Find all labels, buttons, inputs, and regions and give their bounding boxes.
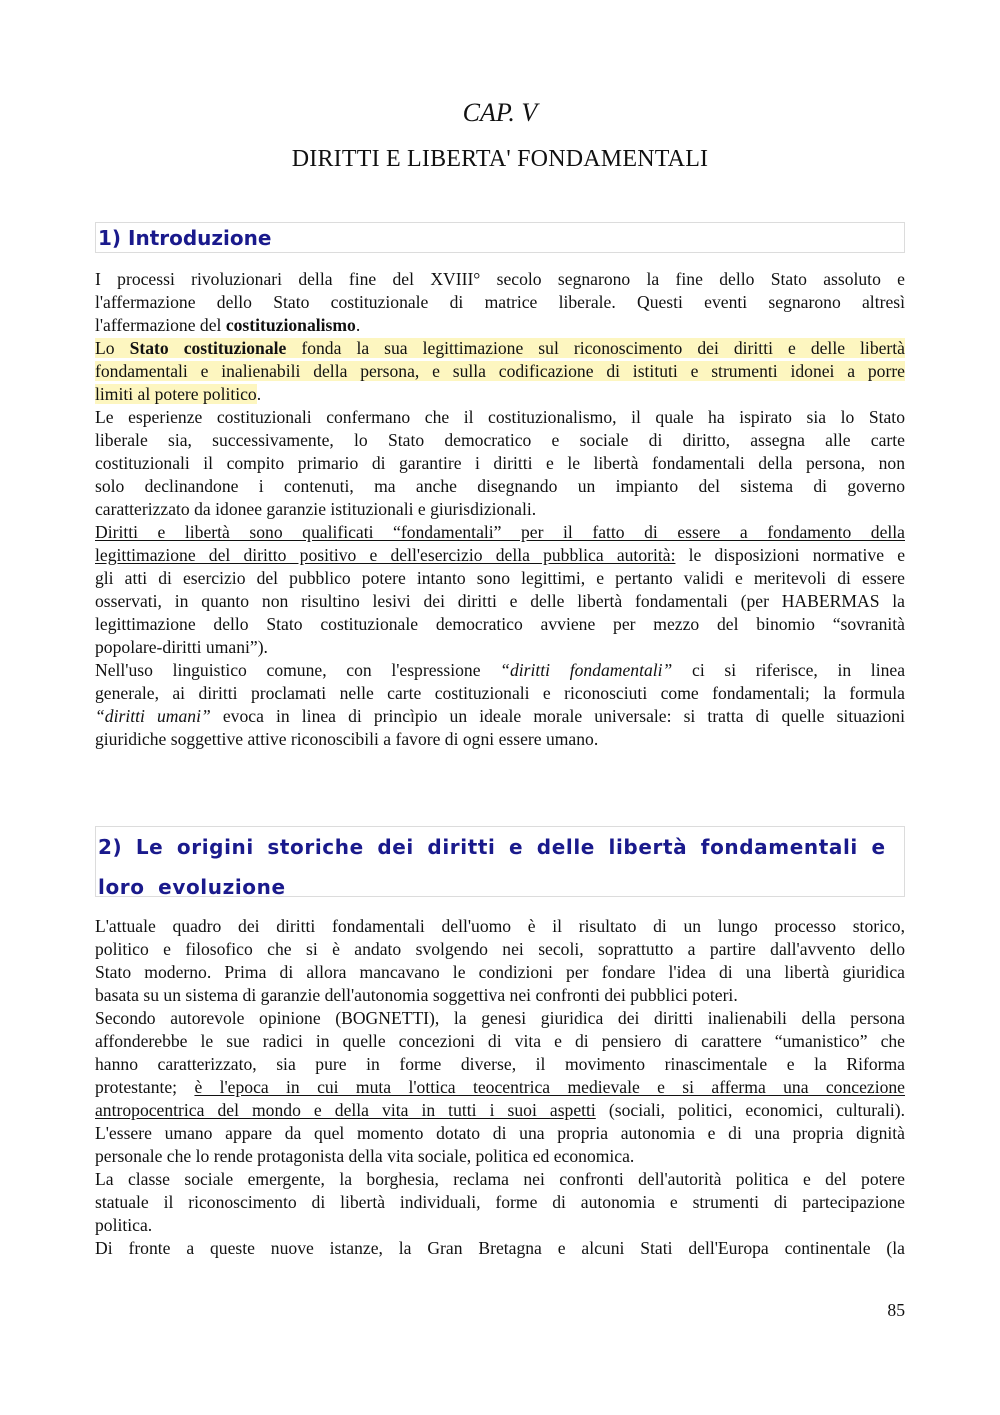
paragraph-line: solo declinandone i contenuti, ma anche disegnando un impianto del sistema di governo [95,476,905,496]
paragraph-line: L'attuale quadro dei diritti fondamentali dell'uomo è il risultato di un lungo processo storico, [95,916,905,936]
underlined-line: Diritti e libertà sono qualificati “fondamentali” per il fatto di essere a fondamento della [95,522,905,542]
italic-term: “diritti fondamentali” [500,660,673,680]
paragraph-line: Stato moderno. Prima di allora mancavano le condizioni per fondare l'idea di una libertà giuridica [95,962,905,982]
underlined-phrase: antropocentrica del mondo e della vita in tutti i suoi aspetti [95,1100,596,1120]
paragraph-line: personale che lo rende protagonista della vita sociale, politica ed economica. [95,1146,635,1166]
paragraph-line: giuridiche soggettive attive riconoscibili a favore di ogni essere umano. [95,729,599,749]
paragraph-line: l'affermazione del costituzionalismo. [95,315,361,335]
paragraph-line: basata su un sistema di garanzie dell'autonomia soggettiva nei confronti dei pubblici poteri. [95,985,738,1005]
paragraph-line: osservati, in quanto non risultino lesivi dei diritti e delle libertà fondamentali (per HABERMAS la [95,591,905,611]
paragraph-line: La classe sociale emergente, la borghesia, reclama nei confronti dell'autorità politica e del potere [95,1169,905,1189]
paragraph-line: “diritti umani” evoca in linea di princìpio un ideale morale universale: si tratta di quelle situazioni [95,706,905,726]
paragraph-line: antropocentrica del mondo e della vita in tutti i suoi aspetti (sociali, politici, economici, culturali). [95,1100,906,1120]
paragraph-line: protestante; è l'epoca in cui muta l'ottica teocentrica medievale e si afferma una concezione [95,1077,905,1097]
section-1-heading: 1) Introduzione [95,222,905,253]
paragraph-line: generale, ai diritti proclamati nelle carte costituzionali e riconosciuti come fondamentali; la formula [95,683,905,703]
paragraph-line: costituzionali il compito primario di garantire i diritti e le libertà fondamentali della persona, non [95,453,905,473]
paragraph-line: Secondo autorevole opinione (BOGNETTI), la genesi giuridica dei diritti inalienabili della persona [95,1008,905,1028]
page-number: 85 [887,1300,905,1320]
highlighted-line: limiti al potere politico. [95,384,262,404]
paragraph-line: L'essere umano appare da quel momento dotato di una propria autonomia e di una propria dignità [95,1123,905,1143]
paragraph-line: I processi rivoluzionari della fine del XVIII° secolo segnarono la fine dello Stato assoluto e [95,269,905,289]
paragraph-line: l'affermazione dello Stato costituzionale di matrice liberale. Questi eventi segnarono altresì [95,292,905,312]
paragraph-line: politico e filosofico che si è andato svolgendo nei secoli, soprattutto a partire dall'avvento dello [95,939,905,959]
chapter-title: DIRITTI E LIBERTA' FONDAMENTALI [291,146,709,172]
paragraph-line: affonderebbe le sue radici in quelle concezioni di vita e di pensiero di carattere “umanistico” che [95,1031,905,1051]
paragraph-line: caratterizzato da idonee garanzie istituzionali e giurisdizionali. [95,499,537,519]
chapter-label: CAP. V [462,98,538,127]
highlighted-line: Lo Stato costituzionale fonda la sua legittimazione sul riconoscimento dei diritti e delle libertà [95,338,905,358]
paragraph-line: legittimazione del diritto positivo e dell'esercizio della pubblica autorità: le disposizioni normative e [95,545,905,565]
bold-term: costituzionalismo [225,315,356,335]
bold-term: Stato costituzionale [129,338,287,358]
section-2-heading: 2) Le origini storiche dei diritti e delle libertà fondamentali e loro evoluzione [95,826,905,897]
highlighted-line: fondamentali e inalienabili della persona, e sulla codificazione di istituti e strumenti idonei a porre [95,361,905,381]
italic-term: “diritti umani” [95,706,211,726]
paragraph-line: Le esperienze costituzionali confermano che il costituzionalismo, il quale ha ispirato sia lo Stato [95,407,905,427]
paragraph-line: gli atti di esercizio del pubblico potere intanto sono legittimi, e pertanto validi e meritevoli di essere [95,568,905,588]
paragraph-line: hanno caratterizzato, sia pure in forme diverse, il movimento rinascimentale e la Riforma [95,1054,905,1074]
paragraph-line: liberale sia, successivamente, lo Stato democratico e sociale di diritto, assegna alle carte [95,430,905,450]
paragraph-line: Nell'uso linguistico comune, con l'espressione “diritti fondamentali” ci si riferisce, in linea [95,660,905,680]
paragraph-line: legittimazione dello Stato costituzionale democratico avviene per mezzo del binomio “sovranità [95,614,905,634]
underlined-phrase: legittimazione del diritto positivo e dell'esercizio della pubblica autorità: [95,545,676,565]
paragraph-line: statuale il riconoscimento di libertà individuali, forme di autonomia e strumenti di partecipazione [95,1192,905,1212]
paragraph-line: popolare-diritti umani”). [95,637,268,657]
underlined-phrase: è l'epoca in cui muta l'ottica teocentrica medievale e si afferma una concezione [194,1077,905,1097]
paragraph-line: politica. [95,1215,153,1235]
paragraph-line: Di fronte a queste nuove istanze, la Gran Bretagna e alcuni Stati dell'Europa continentale (la [95,1238,905,1258]
